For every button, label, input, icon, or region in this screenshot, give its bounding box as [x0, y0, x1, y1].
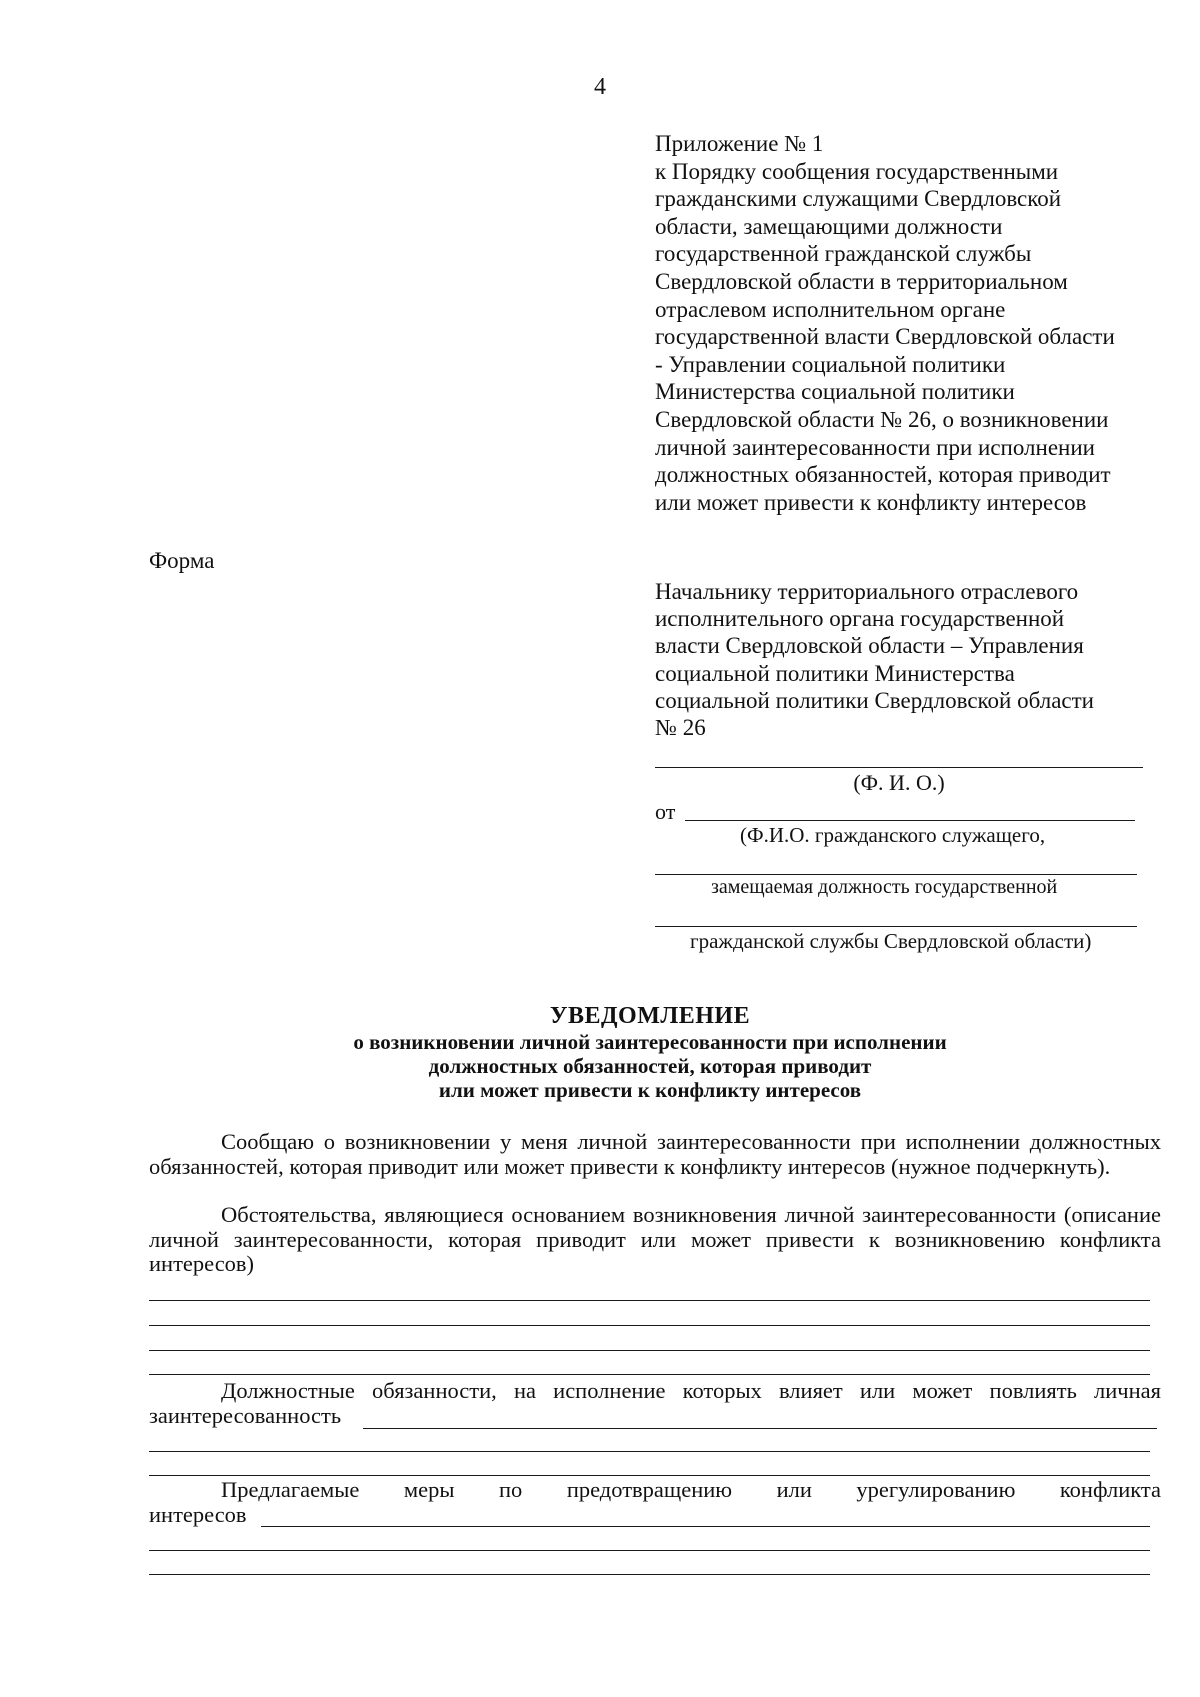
- addressee-line: социальной политики Свердловской области: [655, 687, 1094, 713]
- appendix-line: или может привести к конфликту интересов: [655, 489, 1087, 515]
- employee-caption-position: замещаемая должность государственной: [711, 876, 1058, 898]
- appendix-line: Министерства социальной политики: [655, 379, 1015, 405]
- measures-field-line-1[interactable]: [261, 1526, 1150, 1527]
- paragraph-interest-text: Сообщаю о возникновении у меня личной заинтересованности при исполнении должностных обязанностей, которая приводит или может привести к конфликту интересов (нужное подчеркнуть).: [149, 1129, 1161, 1179]
- addressee-line: социальной политики Министерства: [655, 660, 1015, 686]
- paragraph-circumstances-text: Обстоятельства, являющиеся основанием возникновения личной заинтересованности (описание личной заинтересованности, которая приводит или может привести к возникновению конфликта интересов): [149, 1202, 1161, 1276]
- addressee-line: власти Свердловской области – Управления: [655, 633, 1084, 659]
- head-fio-field[interactable]: [655, 767, 1143, 768]
- measures-label: интересов: [149, 1502, 247, 1527]
- duties-field-line-1[interactable]: [363, 1428, 1157, 1429]
- paragraph-measures-text: Предлагаемые меры по предотвращению или урегулированию конфликта: [221, 1477, 1161, 1502]
- notice-title: УВЕДОМЛЕНИЕ: [549, 1003, 751, 1029]
- appendix-line: Свердловской области в территориальном: [655, 268, 1068, 294]
- page-number: 4: [594, 74, 606, 100]
- duties-field-line-3[interactable]: [149, 1475, 1150, 1476]
- appendix-line: области, замещающими должности: [655, 213, 1003, 239]
- duties-field-line-2[interactable]: [149, 1451, 1150, 1452]
- notice-paragraph-measures: [149, 1478, 1161, 1503]
- circumstances-field-line-1[interactable]: [149, 1300, 1150, 1301]
- addressee-block: [655, 578, 1175, 741]
- appendix-line: должностных обязанностей, которая приводит: [655, 462, 1111, 488]
- fio-caption: (Ф. И. О.): [853, 770, 945, 795]
- employee-caption-service: гражданской службы Свердловской области): [690, 929, 1092, 953]
- employee-service-field[interactable]: [655, 926, 1137, 927]
- employee-caption-fio: (Ф.И.О. гражданского служащего,: [740, 823, 1046, 847]
- appendix-line: государственной власти Свердловской области: [655, 324, 1115, 350]
- circumstances-field-line-2[interactable]: [149, 1325, 1150, 1326]
- duties-label: заинтересованность: [149, 1403, 342, 1428]
- notice-title-block: [150, 1002, 1150, 1102]
- appendix-line: гражданскими служащими Свердловской: [655, 186, 1062, 212]
- appendix-line: Свердловской области № 26, о возникновении: [655, 406, 1109, 432]
- circumstances-field-line-4[interactable]: [149, 1374, 1150, 1375]
- from-label: от: [655, 799, 676, 824]
- appendix-reference: [655, 130, 1175, 516]
- appendix-line: Приложение № 1: [655, 131, 824, 156]
- employee-position-field[interactable]: [655, 874, 1137, 875]
- appendix-line: государственной гражданской службы: [655, 241, 1032, 267]
- notice-subtitle-line: должностных обязанностей, которая приводит: [428, 1054, 872, 1078]
- appendix-line: отраслевом исполнительном органе: [655, 296, 1006, 322]
- notice-paragraph-duties: [149, 1379, 1161, 1404]
- form-label: Форма: [149, 548, 215, 573]
- notice-subtitle-line: или может привести к конфликту интересов: [438, 1078, 862, 1102]
- measures-field-line-3[interactable]: [149, 1574, 1150, 1575]
- appendix-line: - Управлении социальной политики: [655, 351, 1006, 377]
- circumstances-field-line-3[interactable]: [149, 1350, 1150, 1351]
- appendix-line: к Порядку сообщения государственными: [655, 158, 1059, 184]
- employee-fio-field[interactable]: [685, 820, 1135, 821]
- notice-subtitle-line: о возникновении личной заинтересованности при исполнении: [353, 1030, 947, 1054]
- addressee-line: Начальнику территориального отраслевого: [655, 579, 1079, 604]
- measures-field-line-2[interactable]: [149, 1550, 1150, 1551]
- addressee-line: № 26: [655, 715, 706, 741]
- notice-paragraph-circumstances: [149, 1203, 1161, 1277]
- addressee-line: исполнительного органа государственной: [655, 606, 1065, 632]
- appendix-line: личной заинтересованности при исполнении: [655, 434, 1095, 460]
- paragraph-duties-text: Должностные обязанности, на исполнение которых влияет или может повлиять личная: [221, 1378, 1161, 1403]
- notice-paragraph-interest: [149, 1130, 1161, 1179]
